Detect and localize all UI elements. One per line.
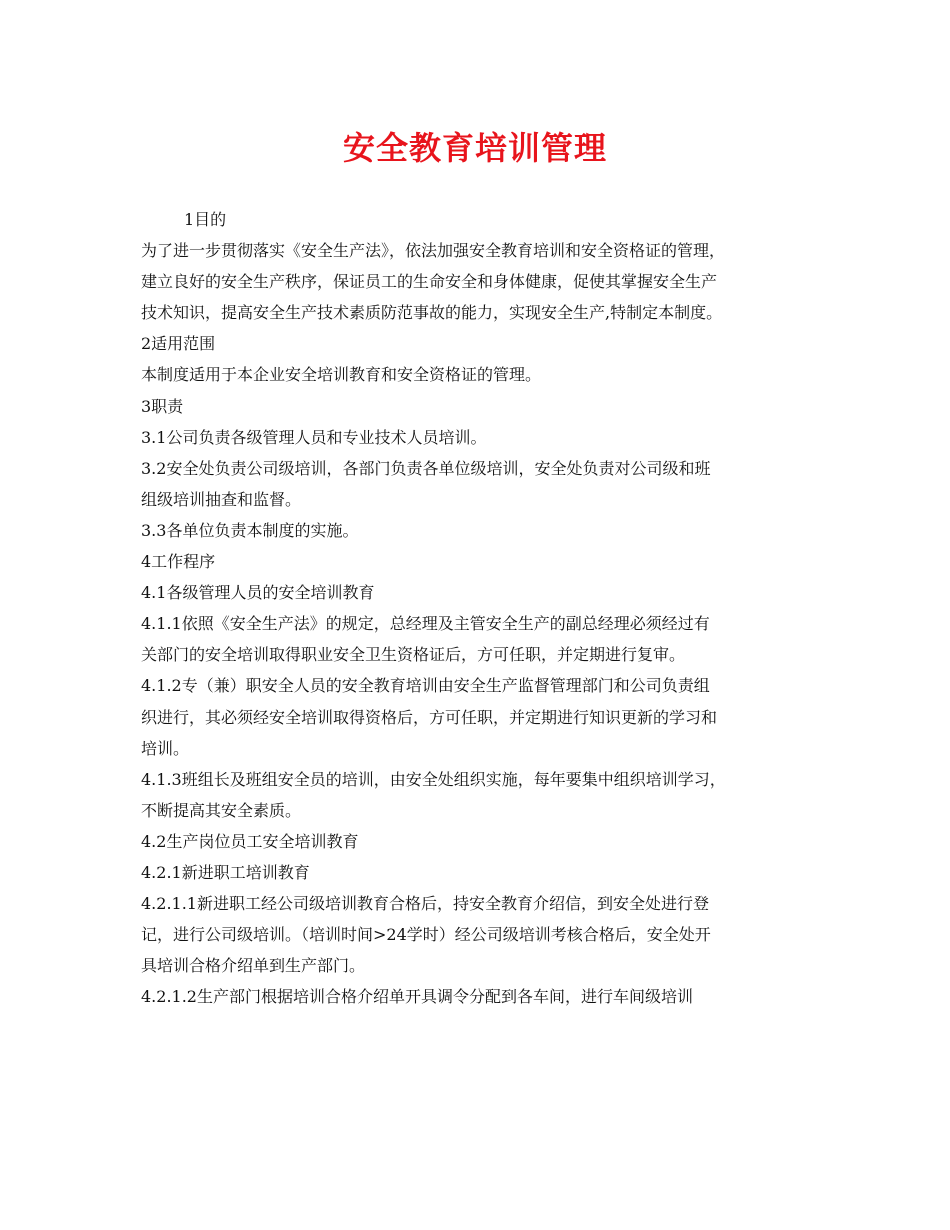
paragraph-line: 记，进行公司级培训。（培训时间>24学时）经公司级培训考核合格后，安全处开: [141, 925, 711, 945]
paragraph-line: 3.3各单位负责本制度的实施。: [141, 520, 359, 540]
paragraph-line: 本制度适用于本企业安全培训教育和安全资格证的管理。: [141, 365, 542, 385]
paragraph-line: 3.1公司负责各级管理人员和专业技术人员培训。: [141, 427, 487, 447]
paragraph-line: 4.1.3班组长及班组安全员的培训，由安全处组织实施，每年要集中组织培训学习，: [141, 769, 726, 789]
subsection-heading: 4.1各级管理人员的安全培训教育: [141, 583, 375, 603]
paragraph-line: 关部门的安全培训取得职业安全卫生资格证后，方可任职，并定期进行复审。: [141, 645, 686, 665]
section-heading: 3职责: [141, 396, 184, 416]
document-body: [141, 204, 831, 1012]
paragraph-line: 4.2.1.2生产部门根据培训合格介绍单开具调令分配到各车间，进行车间级培训: [141, 987, 693, 1007]
paragraph-line: 技术知识，提高安全生产技术素质防范事故的能力，实现安全生产,特制定本制度。: [141, 303, 723, 323]
paragraph-line: 4.1.2专（兼）职安全人员的安全教育培训由安全生产监督管理部门和公司负责组: [141, 676, 710, 696]
paragraph-line: 组级培训抽查和监督。: [141, 489, 302, 509]
document-title: 安全教育培训管理: [342, 129, 607, 167]
subsection-heading: 4.2.1新进职工培训教育: [141, 862, 310, 882]
section-heading: 4工作程序: [141, 552, 216, 572]
paragraph-line: 建立良好的安全生产秩序，保证员工的生命安全和身体健康，促使其掌握安全生产: [141, 272, 718, 292]
paragraph-line: 具培训合格介绍单到生产部门。: [141, 956, 366, 976]
paragraph-line: 不断提高其安全素质。: [141, 800, 302, 820]
paragraph-line: 3.2安全处负责公司级培训，各部门负责各单位级培训，安全处负责对公司级和班: [141, 458, 711, 478]
paragraph-line: 织进行，其必须经安全培训取得资格后，方可任职，并定期进行知识更新的学习和: [141, 707, 718, 727]
paragraph-line: 为了进一步贯彻落实《安全生产法》，依法加强安全教育培训和安全资格证的管理，: [141, 241, 726, 261]
section-heading: 1目的: [184, 210, 227, 229]
paragraph-line: 4.2.1.1新进职工经公司级培训教育合格后，持安全教育介绍信，到安全处进行登: [141, 894, 709, 914]
section-heading: 2适用范围: [141, 334, 216, 354]
paragraph-line: 培训。: [141, 738, 190, 758]
subsection-heading: 4.2生产岗位员工安全培训教育: [141, 831, 359, 851]
paragraph-line: 4.1.1依照《安全生产法》的规定，总经理及主管安全生产的副总经理必须经过有: [141, 614, 710, 634]
